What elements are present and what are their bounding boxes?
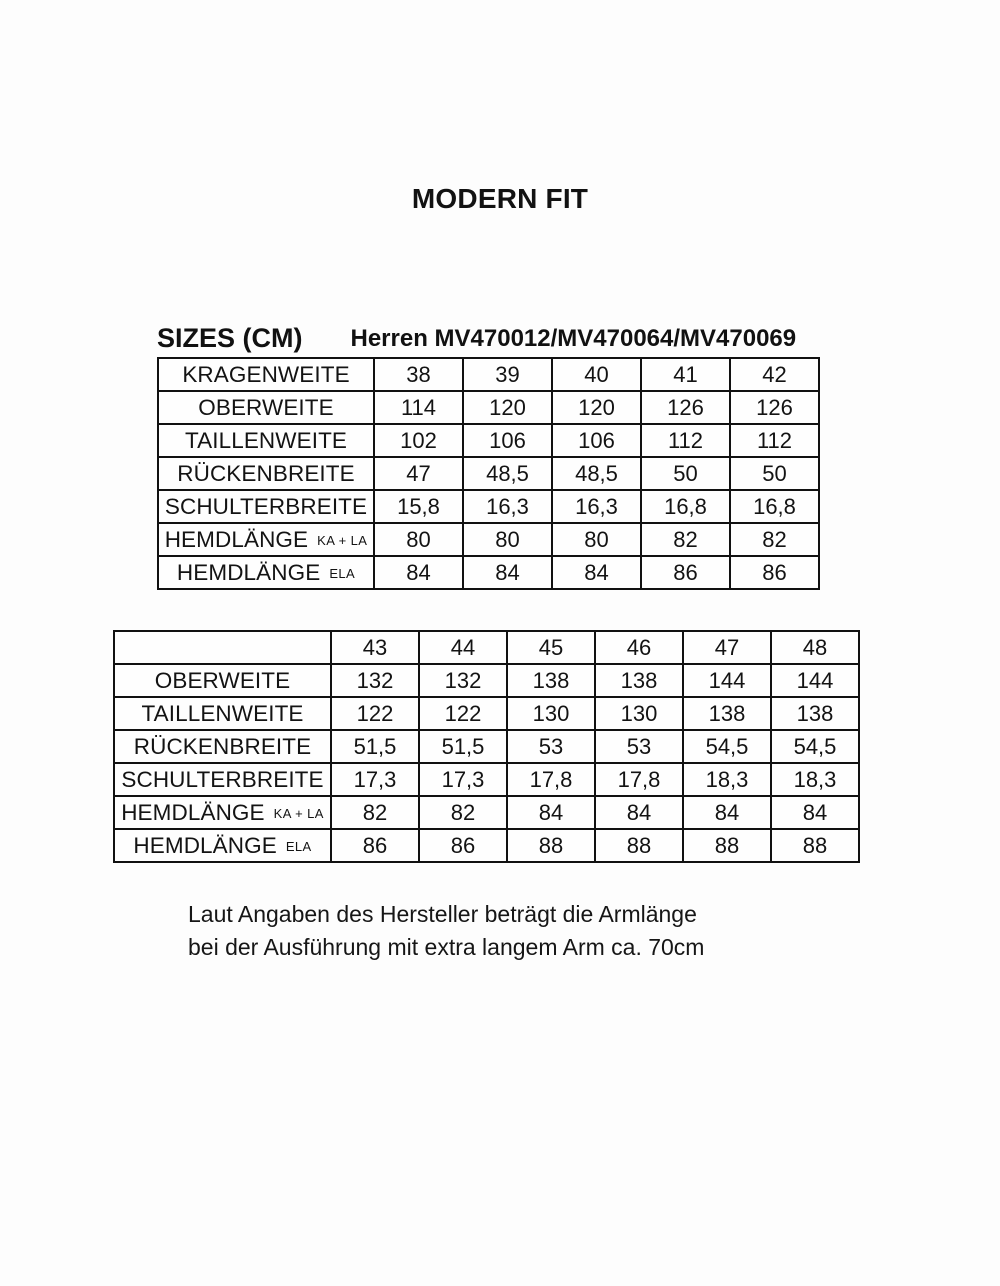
measurement-cell: 88 — [507, 829, 595, 862]
table-row — [114, 763, 859, 796]
page-title: MODERN FIT — [411, 183, 589, 214]
table-row — [114, 697, 859, 730]
measurement-cell: 84 — [771, 796, 859, 829]
article-reference-label: Herren MV470012/MV470064/MV470069 — [350, 325, 797, 352]
footnote — [188, 898, 888, 963]
row-label — [158, 391, 374, 424]
row-label — [114, 664, 331, 697]
row-label — [114, 796, 331, 829]
row-label-text: RÜCKENBREITE — [133, 733, 312, 759]
measurement-cell: 86 — [730, 556, 819, 589]
measurement-cell: 82 — [730, 523, 819, 556]
measurement-cell: 17,3 — [419, 763, 507, 796]
measurement-cell: 42 — [730, 358, 819, 391]
measurement-cell: 138 — [683, 697, 771, 730]
measurement-cell: 48,5 — [552, 457, 641, 490]
table-row — [114, 829, 859, 862]
measurement-cell: 16,8 — [641, 490, 730, 523]
measurement-cell: 88 — [683, 829, 771, 862]
measurement-cell: 114 — [374, 391, 463, 424]
measurement-cell: 16,3 — [552, 490, 641, 523]
measurement-cell: 138 — [507, 664, 595, 697]
table-row — [158, 523, 819, 556]
measurement-cell: 144 — [771, 664, 859, 697]
measurement-cell: 122 — [419, 697, 507, 730]
measurement-cell: 120 — [552, 391, 641, 424]
measurement-cell: 80 — [463, 523, 552, 556]
measurement-cell: 54,5 — [771, 730, 859, 763]
table-row — [158, 556, 819, 589]
row-label — [158, 523, 374, 556]
measurement-cell: 15,8 — [374, 490, 463, 523]
table-row — [158, 490, 819, 523]
measurement-cell: 84 — [507, 796, 595, 829]
measurement-cell: 46 — [595, 631, 683, 664]
measurement-cell: 18,3 — [771, 763, 859, 796]
row-label — [114, 730, 331, 763]
measurement-cell: 82 — [331, 796, 419, 829]
table-row — [114, 631, 859, 664]
row-label-text: RÜCKENBREITE — [177, 460, 355, 486]
table-row — [114, 730, 859, 763]
row-label-empty — [114, 631, 331, 664]
measurement-cell: 80 — [552, 523, 641, 556]
row-label-text: HEMDLÄNGE — [176, 559, 321, 585]
table-row — [158, 424, 819, 457]
row-label-text: SCHULTERBREITE — [121, 766, 324, 792]
measurement-cell: 51,5 — [331, 730, 419, 763]
row-label-text: HEMDLÄNGE — [133, 832, 277, 858]
size-table-secondary — [113, 630, 860, 863]
table-row — [158, 358, 819, 391]
row-label — [158, 490, 374, 523]
measurement-cell: 17,8 — [507, 763, 595, 796]
measurement-cell: 50 — [641, 457, 730, 490]
measurement-cell: 138 — [595, 664, 683, 697]
measurement-cell: 18,3 — [683, 763, 771, 796]
measurement-cell: 130 — [595, 697, 683, 730]
row-label-text: OBERWEITE — [198, 394, 334, 420]
measurement-cell: 86 — [641, 556, 730, 589]
measurement-cell: 88 — [595, 829, 683, 862]
row-label — [158, 358, 374, 391]
row-label-suffix: KA + LA — [273, 805, 324, 821]
measurement-cell: 130 — [507, 697, 595, 730]
row-label-text: SCHULTERBREITE — [164, 493, 368, 519]
measurement-cell: 82 — [641, 523, 730, 556]
measurement-cell: 126 — [641, 391, 730, 424]
measurement-cell: 84 — [595, 796, 683, 829]
measurement-cell: 106 — [552, 424, 641, 457]
sizes-header-row — [157, 318, 917, 352]
row-label-text: HEMDLÄNGE — [164, 526, 309, 552]
measurement-cell: 54,5 — [683, 730, 771, 763]
measurement-cell: 120 — [463, 391, 552, 424]
size-table-secondary-body — [114, 631, 859, 862]
measurement-cell: 53 — [507, 730, 595, 763]
measurement-cell: 17,3 — [331, 763, 419, 796]
measurement-cell: 82 — [419, 796, 507, 829]
measurement-cell: 106 — [463, 424, 552, 457]
sizes-unit-label: SIZES (CM) — [157, 323, 303, 353]
measurement-cell: 40 — [552, 358, 641, 391]
measurement-cell: 122 — [331, 697, 419, 730]
row-label-text: OBERWEITE — [154, 667, 291, 693]
measurement-cell: 112 — [641, 424, 730, 457]
row-label-suffix: KA + LA — [317, 532, 368, 548]
measurement-cell: 16,3 — [463, 490, 552, 523]
row-label — [114, 763, 331, 796]
row-label-suffix: ELA — [285, 838, 312, 854]
measurement-cell: 53 — [595, 730, 683, 763]
measurement-cell: 132 — [331, 664, 419, 697]
measurement-cell: 48,5 — [463, 457, 552, 490]
measurement-cell: 84 — [552, 556, 641, 589]
table-row — [114, 664, 859, 697]
measurement-cell: 132 — [419, 664, 507, 697]
measurement-cell: 84 — [683, 796, 771, 829]
measurement-cell: 144 — [683, 664, 771, 697]
row-label — [158, 424, 374, 457]
measurement-cell: 41 — [641, 358, 730, 391]
row-label-text: HEMDLÄNGE — [121, 799, 265, 825]
measurement-cell: 86 — [331, 829, 419, 862]
measurement-cell: 102 — [374, 424, 463, 457]
row-label-text: TAILLENWEITE — [184, 427, 348, 453]
measurement-cell: 43 — [331, 631, 419, 664]
row-label — [158, 457, 374, 490]
measurement-cell: 44 — [419, 631, 507, 664]
row-label-suffix: ELA — [329, 565, 356, 581]
measurement-cell: 39 — [463, 358, 552, 391]
measurement-cell: 84 — [463, 556, 552, 589]
table-row — [158, 391, 819, 424]
measurement-cell: 17,8 — [595, 763, 683, 796]
measurement-cell: 88 — [771, 829, 859, 862]
size-table-primary — [157, 357, 820, 590]
table-row — [158, 457, 819, 490]
row-label-text: KRAGENWEITE — [182, 361, 350, 387]
measurement-cell: 50 — [730, 457, 819, 490]
measurement-cell: 47 — [683, 631, 771, 664]
size-table-primary-body — [158, 358, 819, 589]
measurement-cell: 84 — [374, 556, 463, 589]
measurement-cell: 86 — [419, 829, 507, 862]
measurement-cell: 126 — [730, 391, 819, 424]
footnote-line-2: bei der Ausführung mit extra langem Arm ca. 70cm — [188, 933, 705, 960]
measurement-cell: 38 — [374, 358, 463, 391]
measurement-cell: 16,8 — [730, 490, 819, 523]
measurement-cell: 48 — [771, 631, 859, 664]
measurement-cell: 138 — [771, 697, 859, 730]
measurement-cell: 51,5 — [419, 730, 507, 763]
table-row — [114, 796, 859, 829]
row-label — [158, 556, 374, 589]
row-label — [114, 697, 331, 730]
measurement-cell: 80 — [374, 523, 463, 556]
measurement-cell: 47 — [374, 457, 463, 490]
measurement-cell: 112 — [730, 424, 819, 457]
footnote-line-1: Laut Angaben des Hersteller beträgt die Armlänge — [188, 901, 697, 927]
measurement-cell: 45 — [507, 631, 595, 664]
row-label-text: TAILLENWEITE — [141, 700, 304, 726]
row-label — [114, 829, 331, 862]
